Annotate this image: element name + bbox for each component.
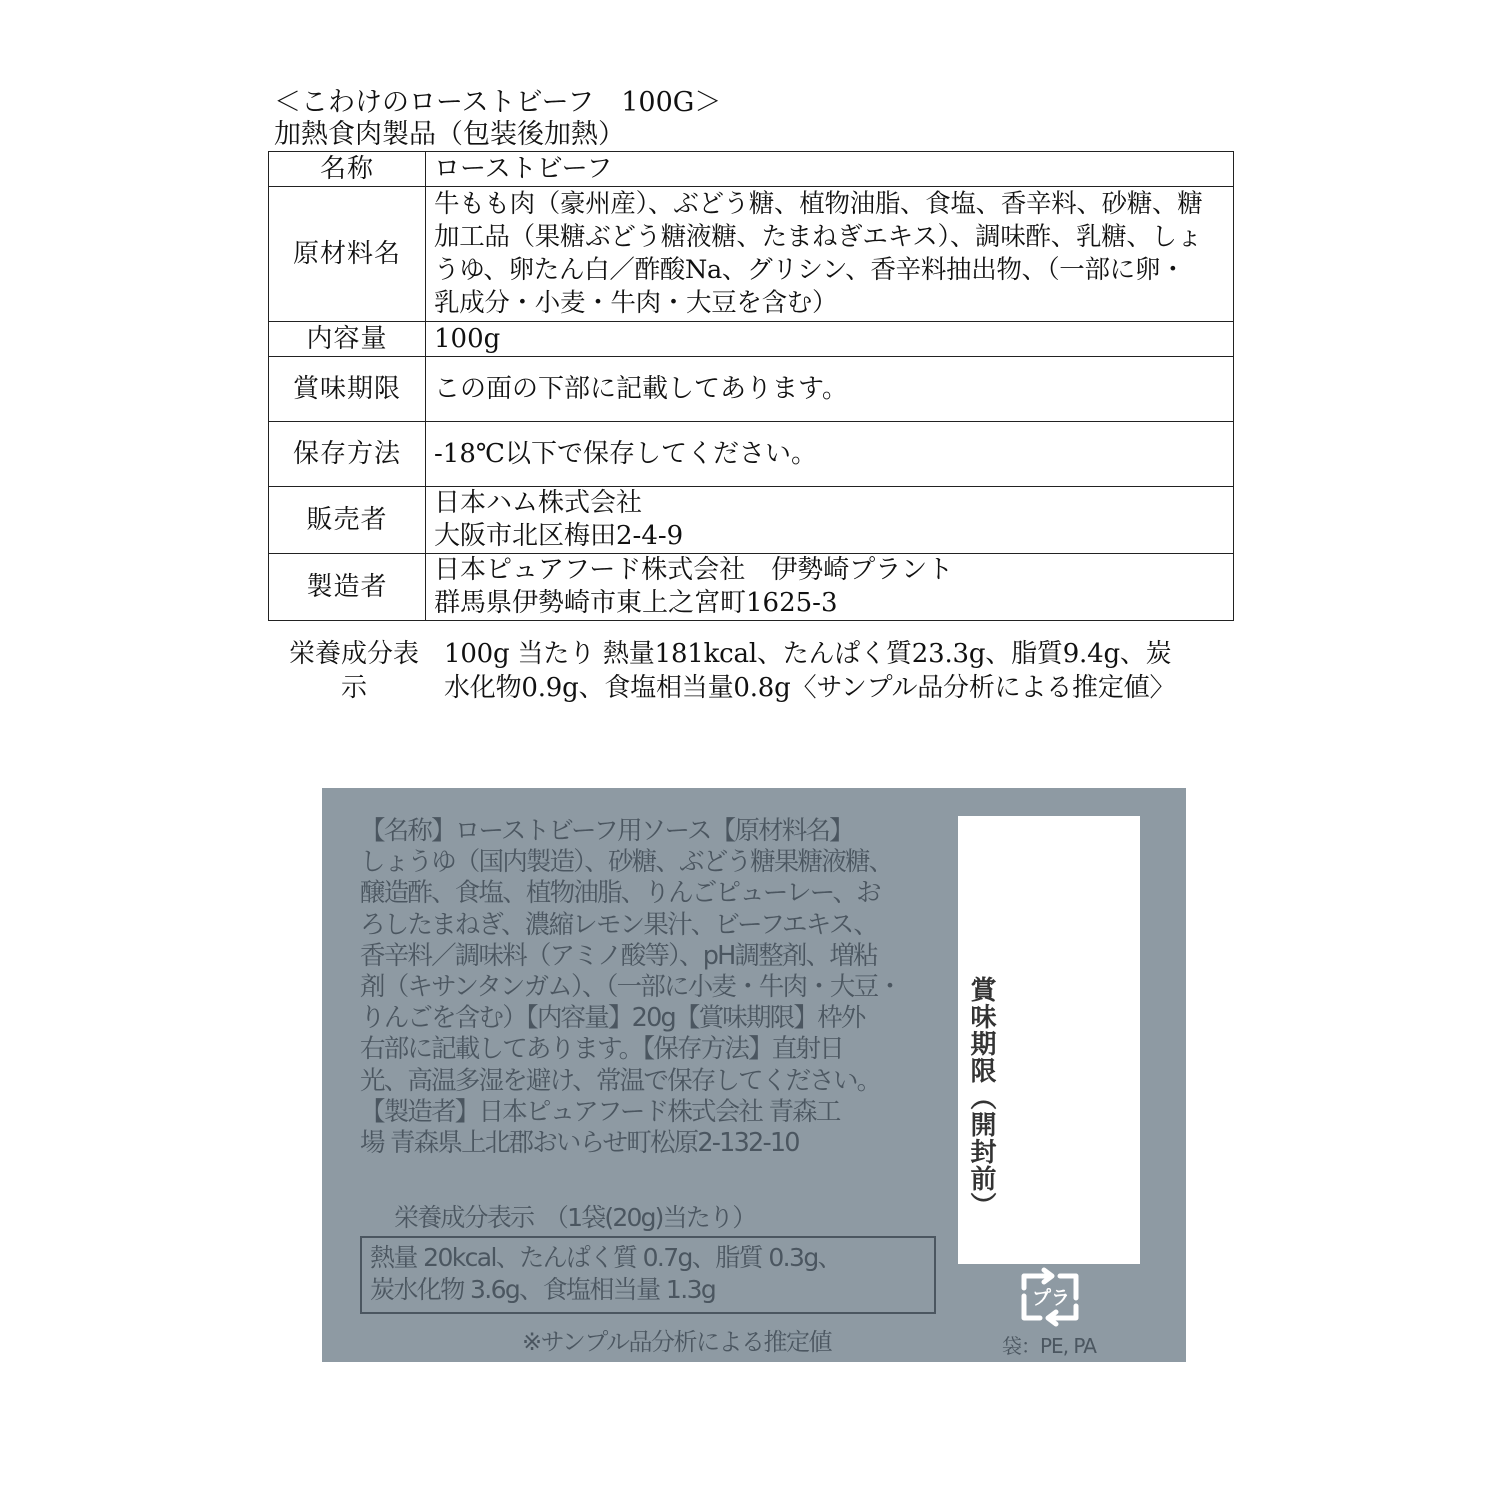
nutrition-line: 100g 当たり 熱量181kcal、たんぱく質23.3g、脂質9.4g、炭 xyxy=(444,639,1172,669)
plastic-recycle-icon xyxy=(1010,1262,1090,1332)
sauce-nutrition-box xyxy=(360,1236,936,1314)
row-value: この面の下部に記載してあります。 xyxy=(426,357,1234,422)
nutrition-key-line: 示 xyxy=(340,673,367,703)
seller-name: 日本ハム株式会社 xyxy=(434,488,643,518)
seller-address: 大阪市北区梅田2-4-9 xyxy=(434,521,684,551)
table-row xyxy=(269,187,1234,322)
nutrition-key xyxy=(268,637,440,705)
maker-address: 群馬県伊勢崎市東上之宮町1625-3 xyxy=(434,588,838,618)
table-row xyxy=(269,554,1234,621)
ingredients-line: 牛もも肉（豪州産）、ぶどう糖、植物油脂、食塩、香辛料、砂糖、糖 xyxy=(434,189,1203,219)
sauce-line: りんごを含む）【内容量】20g【賞味期限】枠外 xyxy=(360,1003,865,1034)
maker-name: 日本ピュアフード株式会社 伊勢崎プラント xyxy=(434,555,954,585)
table-row xyxy=(269,487,1234,554)
sauce-line: 剤（キサンタンガム）、（一部に小麦・牛肉・大豆・ xyxy=(360,972,902,1003)
row-key: 名称 xyxy=(269,152,426,187)
product-title: ＜こわけのローストビーフ 100G＞ xyxy=(274,87,722,118)
sauce-line: 右部に記載してあります。【保存方法】直射日 xyxy=(360,1034,843,1065)
material-label: 袋：PE, PA xyxy=(1002,1334,1096,1358)
table-row xyxy=(269,422,1234,487)
row-value: 100g xyxy=(426,322,1234,357)
row-key: 内容量 xyxy=(269,322,426,357)
sauce-label-photo xyxy=(322,788,1186,1362)
sauce-line: しょうゆ（国内製造）、砂糖、ぶどう糖果糖液糖、 xyxy=(360,847,893,878)
row-value: -18℃以下で保存してください。 xyxy=(426,422,1234,487)
table-row xyxy=(269,152,1234,187)
nutrition-section xyxy=(268,637,1234,705)
sauce-line: 光、高温多湿を避け、常温で保存してください。 xyxy=(360,1065,881,1096)
sauce-line: ろしたまねぎ、濃縮レモン果汁、ビーフエキス、 xyxy=(360,909,878,940)
seller-value xyxy=(426,487,1234,554)
nutrition-line: 水化物0.9g、食塩相当量0.8g〈サンプル品分析による推定値〉 xyxy=(444,673,1176,703)
sauce-info-text xyxy=(360,816,942,1159)
row-key: 原材料名 xyxy=(269,187,426,322)
row-key: 販売者 xyxy=(269,487,426,554)
row-key: 製造者 xyxy=(269,554,426,621)
sauce-line: 【製造者】日本ピュアフード株式会社 青森工 xyxy=(360,1096,840,1127)
ingredients-line: うゆ、卵たん白／酢酸Na、グリシン、香辛料抽出物、（一部に卵・ xyxy=(434,255,1186,285)
sauce-line: 【名称】ローストビーフ用ソース【原材料名】 xyxy=(360,816,853,846)
ingredients-line: 加工品（果糖ぶどう糖液糖、たまねぎエキス）、調味酢、乳糖、しょ xyxy=(434,222,1202,252)
nutrition-key-line: 栄養成分表 xyxy=(288,639,419,669)
product-category: 加熱食肉製品（包装後加熱） xyxy=(274,119,625,150)
table-row xyxy=(269,357,1234,422)
nutrition-value xyxy=(440,637,1234,705)
table-row xyxy=(269,322,1234,357)
expiry-date-box xyxy=(958,816,1140,1264)
row-key: 保存方法 xyxy=(269,422,426,487)
recycle-text: プラ xyxy=(1031,1287,1071,1309)
sauce-nutrition-line: 炭水化物 3.6g、食塩相当量 1.3g xyxy=(370,1275,716,1304)
row-value: ローストビーフ xyxy=(426,152,1234,187)
sauce-estimate-note: ※サンプル品分析による推定値 xyxy=(522,1328,831,1356)
sauce-line: 場 青森県上北郡おいらせ町松原2-132-10 xyxy=(360,1128,799,1159)
ingredients-line: 乳成分・小麦・牛肉・大豆を含む） xyxy=(434,288,838,318)
sauce-nutrition-line: 熱量 20kcal、たんぱく質 0.7g、脂質 0.3g、 xyxy=(370,1243,841,1272)
ingredients-value xyxy=(426,187,1234,322)
maker-value xyxy=(426,554,1234,621)
sauce-line: 醸造酢、食塩、植物油脂、りんごピューレー、お xyxy=(360,878,880,909)
sauce-nutrition-heading: 栄養成分表示 （1袋(20g)当たり） xyxy=(394,1203,756,1232)
label-sheet xyxy=(268,86,1234,705)
expiry-label: 賞味期限（開封前） xyxy=(966,976,996,1219)
row-key: 賞味期限 xyxy=(269,357,426,422)
label-table xyxy=(268,151,1234,621)
sauce-line: 香辛料／調味料（アミノ酸等）、pH調整剤、増粘 xyxy=(360,940,877,971)
